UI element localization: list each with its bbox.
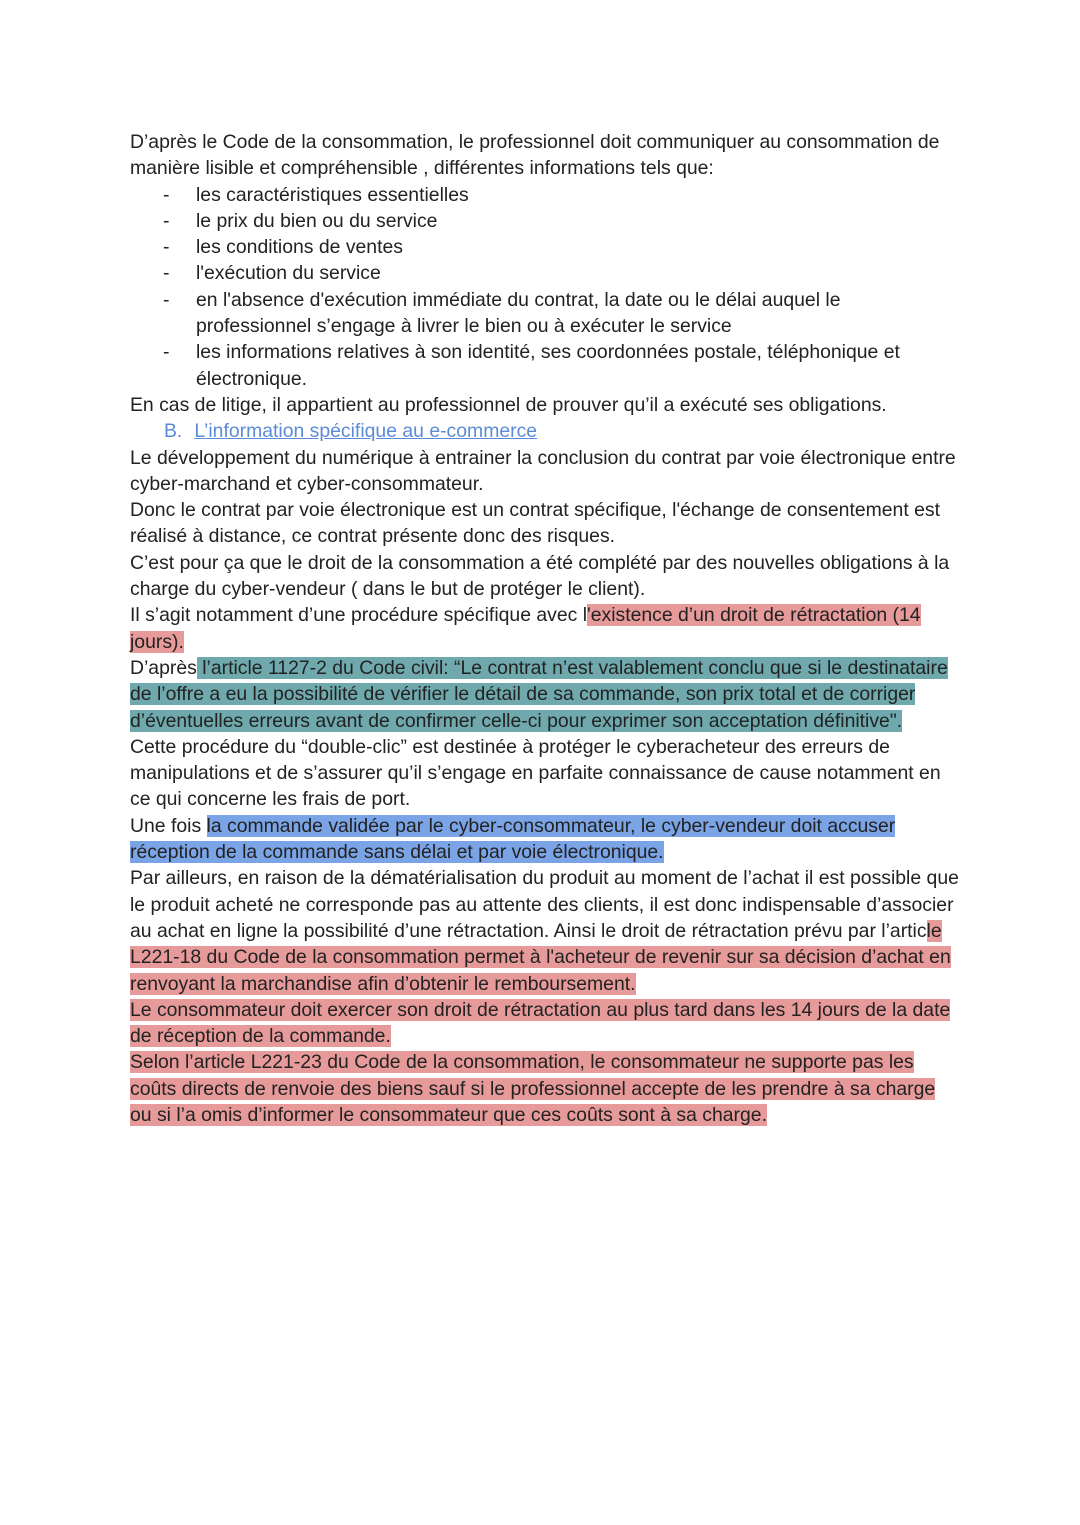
list-item: - les caractéristiques essentielles xyxy=(196,182,960,208)
highlight-red: le L221-18 du Code de la consommation permet à l'acheteur de revenir sur sa décision d’achat en renvoyant la marchandise afin d’obtenir le remboursement. xyxy=(130,919,951,995)
section-number: B. xyxy=(164,420,183,443)
list-item: - l'exécution du service xyxy=(196,260,960,286)
intro-paragraph: D’après le Code de la consommation, le professionnel doit communiquer au consommation de manière lisible et compréhensible , différentes informations tels que: xyxy=(130,131,940,180)
paragraph-article-l221-23 xyxy=(130,1049,960,1128)
list-item: - les informations relatives à son identité, ses coordonnées postale, téléphonique et électronique. xyxy=(196,339,960,392)
highlight-red: 'existence d’un droit de rétractation (14 jours). xyxy=(130,604,921,653)
paragraph-double-clic: Cette procédure du “double-clic” est destinée à protéger le cyberacheteur des erreurs de manipulations et de s’assurer qu’il s’engage en parfaite connaissance de cause notamment en ce qui concerne les frais de port. xyxy=(130,735,941,811)
document-page xyxy=(130,129,960,1128)
paragraph-dematerialisation xyxy=(130,865,960,996)
paragraph-accuse-reception xyxy=(130,813,960,866)
litige-paragraph: En cas de litige, il appartient au professionnel de prouver qu’il a exécuté ses obligations. xyxy=(130,393,887,416)
paragraph-contrat: Donc le contrat par voie électronique est un contrat spécifique, l'échange de consentement est réalisé à distance, ce contrat présente donc des risques. xyxy=(130,499,940,548)
paragraph-delai-14-jours xyxy=(130,997,960,1050)
paragraph-retractation xyxy=(130,602,960,655)
highlight-red: Le consommateur doit exercer son droit de rétractation au plus tard dans les 14 jours de la date de réception de la commande. xyxy=(130,998,951,1048)
information-list xyxy=(130,182,960,392)
text-plain: Une fois xyxy=(130,814,207,837)
text-plain: D’après xyxy=(130,656,197,679)
section-b-heading xyxy=(130,418,960,444)
highlight-teal: l’article 1127-2 du Code civil: “Le contrat n’est valablement conclu que si le destinataire de l’offre a eu la possibilité de vérifier le détail de sa commande, son prix total et de corriger d’éventuelles erreurs avant de confirmer celle-ci pour exprimer son acceptation définitive". xyxy=(130,656,948,732)
list-item: - en l'absence d'exécution immédiate du contrat, la date ou le délai auquel le professionnel s’engage à livrer le bien ou à exécuter le service xyxy=(196,287,960,340)
paragraph-obligations: C’est pour ça que le droit de la consommation a été complété par des nouvelles obligations à la charge du cyber-vendeur ( dans le but de protéger le client). xyxy=(130,551,950,601)
paragraph-developpement: Le développement du numérique à entrainer la conclusion du contrat par voie électronique entre cyber-marchand et cyber-consommateur. xyxy=(130,446,956,495)
text-plain: Par ailleurs, en raison de la dématérialisation du produit au moment de l’achat il est possible que le produit acheté ne corresponde pas au attente des clients, il est donc indispensable d’associer au achat en ligne la possibilité d’une rétractation. Ainsi le droit de rétractation prévu par l’artic xyxy=(130,867,959,942)
section-title-link[interactable]: L’information spécifique au e-commerce xyxy=(194,420,538,443)
list-item: - le prix du bien ou du service xyxy=(196,208,960,234)
paragraph-article-1127 xyxy=(130,655,960,734)
list-item: - les conditions de ventes xyxy=(196,234,960,260)
text-plain: Il s’agit notamment d’une procédure spécifique avec l xyxy=(130,604,588,627)
highlight-blue: la commande validée par le cyber-consommateur, le cyber-vendeur doit accuser réception de la commande sans délai et par voie électronique. xyxy=(130,814,896,864)
highlight-red: Selon l’article L221-23 du Code de la consommation, le consommateur ne supporte pas les coûts directs de renvoie des biens sauf si le professionnel accepte de les prendre à sa charge ou si l’a omis d’informer le consommateur que ces coûts sont à sa charge. xyxy=(130,1051,936,1126)
